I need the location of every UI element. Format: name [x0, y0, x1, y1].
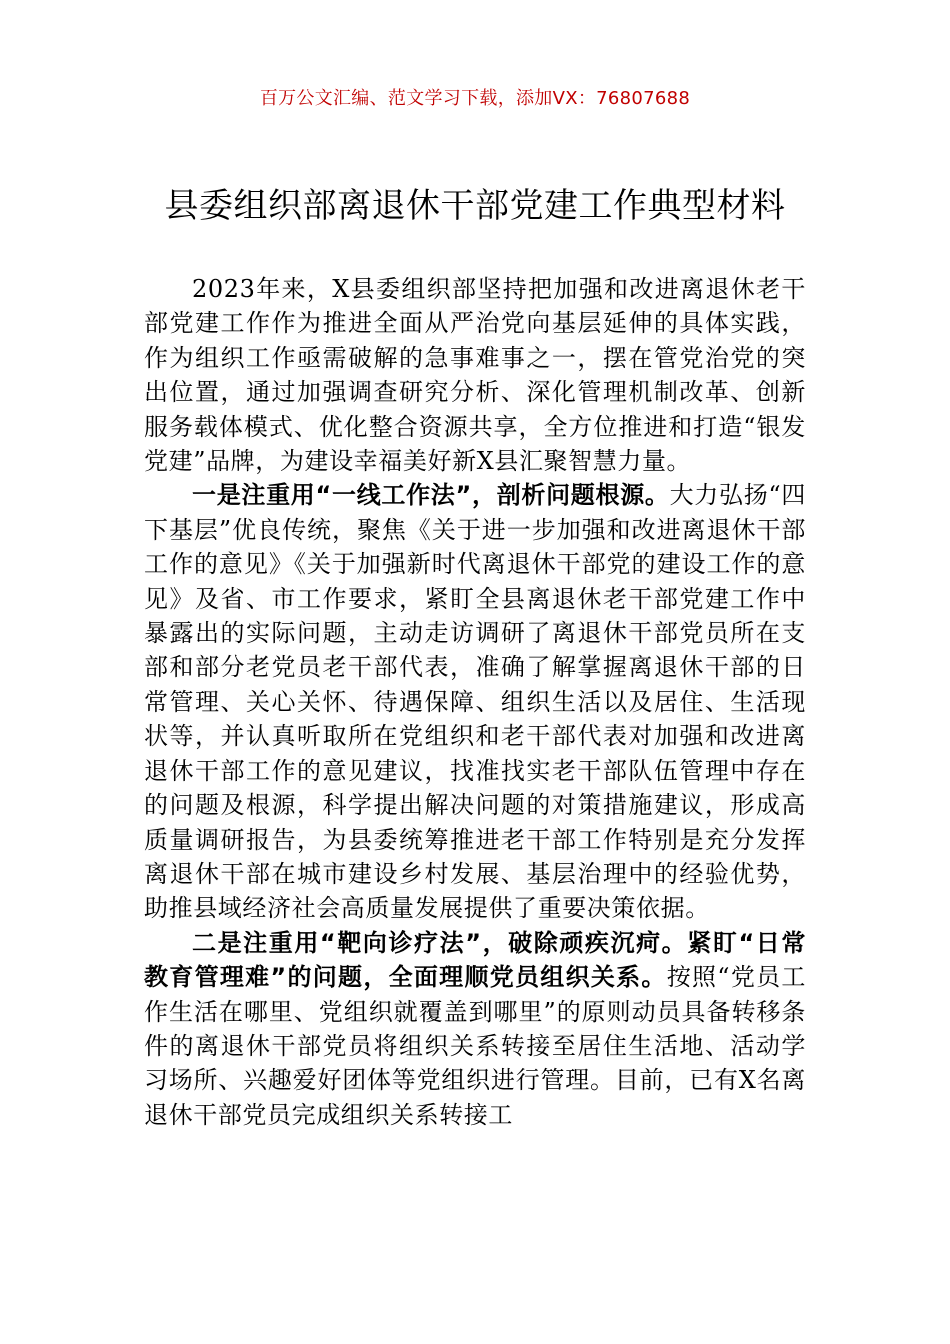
paragraph-intro	[144, 272, 806, 478]
paragraph-lead: 一是注重用“一线工作法”，剖析问题根源。	[192, 481, 670, 510]
paragraph-text: 大力弘扬“四下基层”优良传统，聚焦《关于进一步加强和改进离退休干部工作的意见》《关于加强新时代离退休干部党的建设工作的意见》及省、市工作要求，紧盯全县离退休老干部党建工作中暴露出的实际问题，主动走访调研了离退休干部党员所在支部和部分老党员老干部代表，准确了解掌握离退休干部的日常管理、关心关怀、待遇保障、组织生活以及居住、生活现状等，并认真听取所在党组织和老干部代表对加强和改进离退休干部工作的意见建议，找准找实老干部队伍管理中存在的问题及根源，科学提出解决问题的对策措施建议，形成高质量调研报告，为县委统筹推进老干部工作特别是充分发挥离退休干部在城市建设乡村发展、基层治理中的经验优势，助推县域经济社会高质量发展提供了重要决策依据。	[144, 481, 806, 923]
document-title: 县委组织部离退休干部党建工作典型材料	[164, 186, 786, 226]
paragraph-point-two	[144, 926, 806, 1132]
paragraph-lead: 二是注重用“靶向诊疗法”，破除顽疾沉疴。紧盯“日常教育管理难”的问题，全面理顺党员组织关系。	[144, 928, 806, 992]
header-watermark-note: 百万公文汇编、范文学习下载，添加VX：76807688	[259, 88, 691, 109]
paragraph-text: 按照“党员工作生活在哪里、党组织就覆盖到哪里”的原则动员具备转移条件的离退休干部党员将组织关系转接至居住生活地、活动学习场所、兴趣爱好团体等党组织进行管理。目前，已有X名离退休干部党员完成组织关系转接工	[144, 963, 807, 1129]
document-body	[144, 272, 806, 1132]
paragraph-text: 2023年来，X县委组织部坚持把加强和改进离退休老干部党建工作作为推进全面从严治党向基层延伸的具体实践，作为组织工作亟需破解的急事难事之一，摆在管党治党的突出位置，通过加强调查研究分析、深化管理机制改革、创新服务载体模式、优化整合资源共享，全方位推进和打造“银发党建”品牌，为建设幸福美好新X县汇聚智慧力量。	[144, 275, 806, 476]
paragraph-point-one	[144, 478, 806, 925]
